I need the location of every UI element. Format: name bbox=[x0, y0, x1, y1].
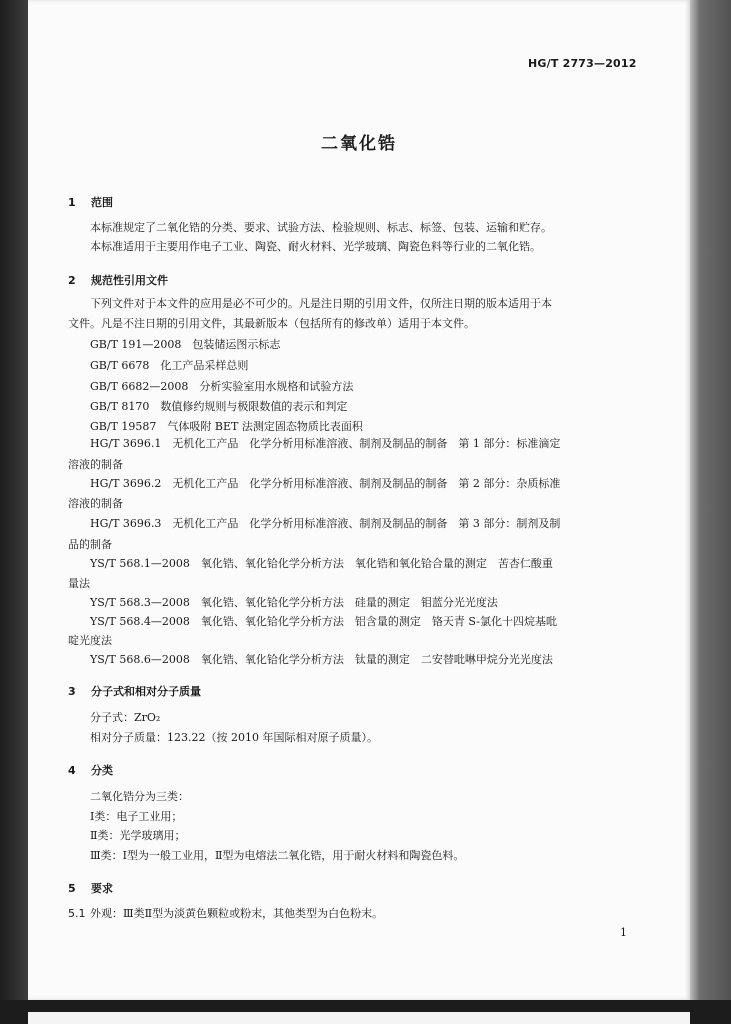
section-number: 1 bbox=[68, 196, 76, 209]
reference-item-cont: 溶液的制备 bbox=[68, 458, 123, 471]
reference-item: HG/T 3696.2 无机化工产品 化学分析用标准溶液、制剂及制品的制备 第 2 部分：杂质标准 bbox=[90, 477, 561, 490]
reference-item: YS/T 568.4—2008 氧化锆、氧化铪化学分析方法 铝含量的测定 铬天青 S-氯化十四烷基吡 bbox=[90, 615, 557, 628]
paragraph-line: 文件。凡是不注日期的引用文件，其最新版本（包括所有的修改单）适用于本文件。 bbox=[68, 317, 475, 330]
next-page-edge bbox=[28, 1012, 690, 1024]
standard-code: HG/T 2773—2012 bbox=[528, 57, 637, 70]
reference-item: YS/T 568.1—2008 氧化锆、氧化铪化学分析方法 氧化锆和氧化铪合量的测定 苦杏仁酸重 bbox=[90, 557, 553, 570]
reference-item: YS/T 568.3—2008 氧化锆、氧化铪化学分析方法 硅量的测定 钼蓝分光光度法 bbox=[90, 596, 498, 609]
paragraph-line: 分子式：ZrO₂ bbox=[90, 711, 161, 724]
right-frame bbox=[690, 0, 731, 1024]
paragraph-line: 本标准规定了二氧化锆的分类、要求、试验方法、检验规则、标志、标签、包装、运输和贮存。 bbox=[90, 221, 552, 234]
reference-item: GB/T 6678 化工产品采样总则 bbox=[90, 359, 249, 372]
section-title: 分子式和相对分子质量 bbox=[91, 685, 201, 698]
paragraph-line: 相对分子质量：123.22（按 2010 年国际相对原子质量）。 bbox=[90, 731, 378, 744]
section-4-heading bbox=[68, 762, 113, 778]
section-title: 范围 bbox=[91, 196, 113, 209]
reference-item: HG/T 3696.3 无机化工产品 化学分析用标准溶液、制剂及制品的制备 第 3 部分：制剂及制 bbox=[90, 517, 561, 530]
subsection-5-1 bbox=[68, 907, 383, 921]
reference-item: YS/T 568.6—2008 氧化锆、氧化铪化学分析方法 钛量的测定 二安替吡啉甲烷分光光度法 bbox=[90, 653, 553, 666]
bottom-strip bbox=[0, 1000, 731, 1024]
reference-item-cont: 啶光度法 bbox=[68, 634, 112, 647]
reference-item: GB/T 191—2008 包装储运图示标志 bbox=[90, 338, 281, 351]
section-title: 规范性引用文件 bbox=[91, 274, 168, 287]
section-2-heading bbox=[68, 272, 168, 288]
section-3-heading bbox=[68, 683, 201, 699]
section-title: 要求 bbox=[91, 882, 113, 895]
reference-item: GB/T 6682—2008 分析实验室用水规格和试验方法 bbox=[90, 380, 354, 393]
reference-item-cont: 溶液的制备 bbox=[68, 497, 123, 510]
section-number: 2 bbox=[68, 274, 76, 287]
paragraph-line: Ⅱ类：光学玻璃用； bbox=[90, 829, 186, 842]
paragraph-line: 下列文件对于本文件的应用是必不可少的。凡是注日期的引用文件，仅所注日期的版本适用于本 bbox=[90, 297, 552, 310]
section-number: 5 bbox=[68, 882, 76, 895]
section-1-heading bbox=[68, 194, 113, 210]
paragraph-line: Ⅲ类：Ⅰ型为一般工业用，Ⅱ型为电熔法二氧化锆，用于耐火材料和陶瓷色料。 bbox=[90, 849, 465, 862]
page-title: 二氧化锆 bbox=[321, 134, 397, 154]
left-frame bbox=[0, 0, 28, 1024]
reference-item-cont: 品的制备 bbox=[68, 538, 112, 551]
reference-item: HG/T 3696.1 无机化工产品 化学分析用标准溶液、制剂及制品的制备 第 1 部分：标准滴定 bbox=[90, 437, 561, 450]
reference-item: GB/T 8170 数值修约规则与极限数值的表示和判定 bbox=[90, 400, 348, 413]
section-number: 3 bbox=[68, 685, 76, 698]
reference-item: GB/T 19587 气体吸附 BET 法测定固态物质比表面积 bbox=[90, 420, 363, 433]
document-page bbox=[28, 0, 690, 1000]
paragraph-line: 本标准适用于主要用作电子工业、陶瓷、耐火材料、光学玻璃、陶瓷色料等行业的二氧化锆。 bbox=[90, 240, 541, 253]
section-title: 分类 bbox=[91, 764, 113, 777]
paragraph-line: Ⅰ类：电子工业用； bbox=[90, 810, 183, 823]
subsection-text: 外观：Ⅲ类Ⅱ型为淡黄色颗粒或粉末，其他类型为白色粉末。 bbox=[90, 907, 384, 920]
paragraph-line: 二氧化锆分为三类： bbox=[90, 790, 189, 803]
section-number: 4 bbox=[68, 764, 76, 777]
section-5-heading bbox=[68, 880, 113, 896]
page-number: 1 bbox=[620, 926, 627, 939]
subsection-number: 5.1 bbox=[68, 907, 86, 920]
reference-item-cont: 量法 bbox=[68, 577, 90, 590]
